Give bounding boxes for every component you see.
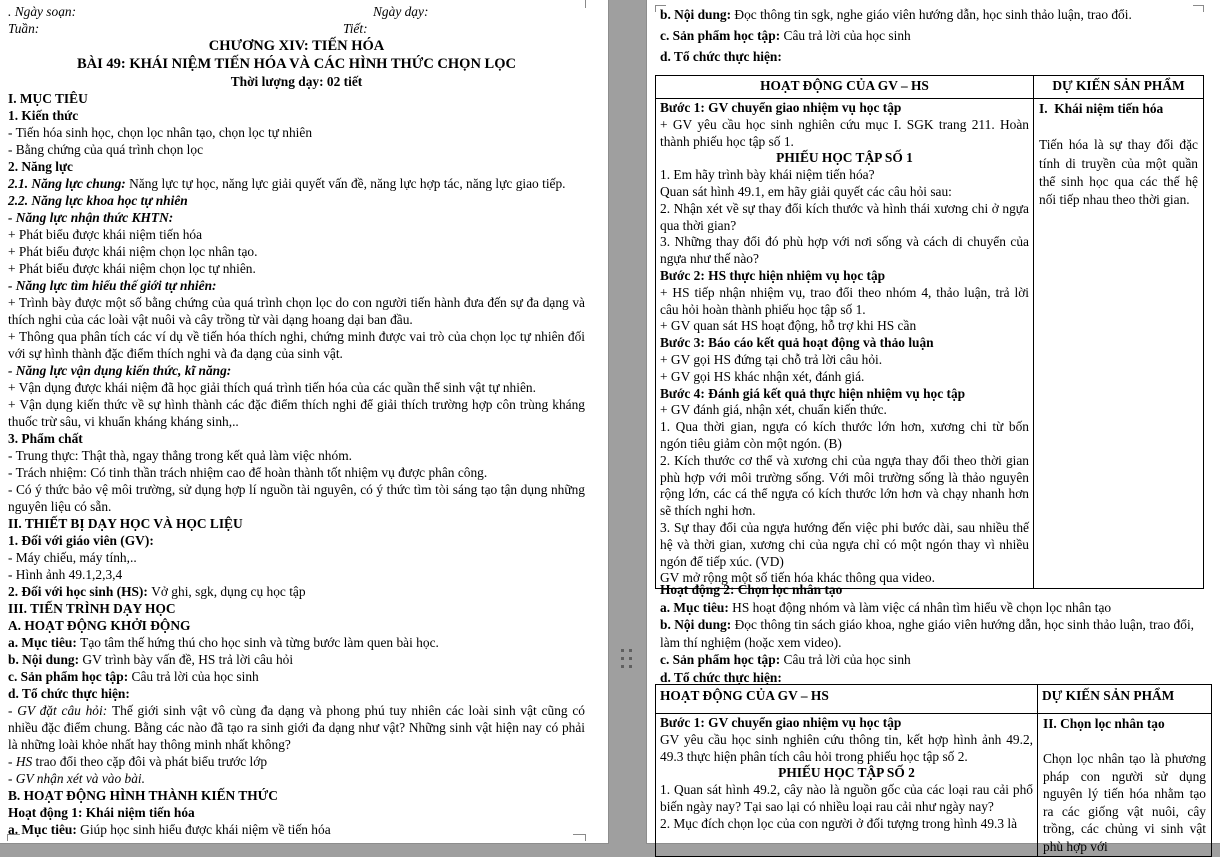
document-line: Bước 1: GV chuyển giao nhiệm vụ học tập	[660, 100, 902, 115]
document-line: 3. Phẩm chất	[8, 431, 83, 446]
document-line: b. Nội dung: Đọc thông tin sách giáo khoa, nghe giáo viên hướng dẫn, học sinh thảo luận, trao đổi, làm thí nghiệm (hoặc xem video).	[660, 617, 1195, 650]
table2-header-du-kien-san-pham: DỰ KIẾN SẢN PHẨM	[1038, 685, 1212, 714]
document-line: Thời lượng dạy: 02 tiết	[230, 74, 363, 89]
document-line: Bước 3: Báo cáo kết quả hoạt động và thảo luận	[660, 335, 934, 351]
document-line: - Năng lực nhận thức KHTN:	[8, 210, 174, 225]
table1-cell-gv-hs-activities	[656, 99, 1034, 589]
document-line: . Ngày soạn: Ngày dạy:	[8, 4, 429, 19]
document-line: d. Tổ chức thực hiện:	[8, 686, 130, 701]
document-line: GV yêu cầu học sinh nghiên cứu thông tin, kết hợp hình ảnh 49.2, 49.3 thực hiện phân tích câu hỏi trong phiếu học tập số 2.	[660, 731, 1033, 764]
page2-intro-text	[660, 4, 1200, 67]
document-line: d. Tổ chức thực hiện:	[660, 49, 782, 64]
table2-header-row	[656, 685, 1212, 714]
document-line: PHIẾU HỌC TẬP SỐ 1	[776, 150, 913, 166]
table1-cell-expected-products	[1034, 99, 1204, 589]
document-line: - Trung thực: Thật thà, ngay thẳng trong kết quả làm việc nhóm.	[8, 448, 352, 463]
document-line: c. Sản phẩm học tập: Câu trả lời của học sinh	[8, 669, 259, 684]
document-line: 2. Đối với học sinh (HS): Vở ghi, sgk, dụng cụ học tập	[8, 584, 306, 599]
document-line: Bước 4: Đánh giá kết quả thực hiện nhiệm vụ học tập	[660, 385, 966, 401]
document-line: BÀI 49: KHÁI NIỆM TIẾN HÓA VÀ CÁC HÌNH THỨC CHỌN LỌC	[77, 56, 516, 72]
document-line: - Máy chiếu, máy tính,..	[8, 550, 137, 565]
document-line: + GV đánh giá, nhận xét, chuẩn kiến thức.	[660, 402, 887, 418]
document-line: Quan sát hình 49.1, em hãy giải quyết các câu hỏi sau:	[660, 183, 952, 199]
table1-body-row	[656, 99, 1204, 589]
document-line: PHIẾU HỌC TẬP SỐ 2	[778, 765, 915, 781]
document-line: + Phát biểu được khái niệm chọn lọc nhân tạo.	[8, 244, 258, 259]
document-line: 3. Sự thay đổi của ngựa hướng đến việc phi bước dài, sau nhiều thế hệ và thời gian, xương chi của ngựa chỉ có một ngón thay vì nhiều ngón để tiếp xúc. (VD)	[660, 519, 1029, 569]
document-line: II. Chọn lọc nhân tạo	[1043, 716, 1165, 731]
document-line: c. Sản phẩm học tập: Câu trả lời của học sinh	[660, 652, 911, 667]
document-line: b. Nội dung: Đọc thông tin sgk, nghe giáo viên hướng dẫn, học sinh thảo luận, trao đổi.	[660, 7, 1132, 22]
table2-cell-expected-products	[1038, 714, 1212, 857]
document-line: + Trình bày được một số bằng chứng của quá trình chọn lọc do con người tiến hành đưa đến sự đa dạng và thích nghi của các loài vật nuôi và cây trồng từ vài dạng hoang dại ban đầu.	[8, 295, 585, 327]
document-page-1[interactable]	[0, 0, 608, 843]
page-gap-drag-handle-icon[interactable]	[621, 649, 635, 669]
text-boundary-mark	[573, 834, 586, 841]
document-line: 1. Qua thời gian, ngựa có kích thước lớn hơn, xương chi từ bốn ngón tiêu giảm còn một ngón. (B)	[660, 419, 1029, 451]
document-line	[1043, 733, 1206, 751]
document-line	[1039, 118, 1198, 136]
document-line: - Tiến hóa sinh học, chọn lọc nhân tạo, chọn lọc tự nhiên	[8, 125, 313, 140]
document-line: 2. Năng lực	[8, 159, 73, 174]
document-line: + GV gọi HS đứng tại chỗ trả lời câu hỏi.	[660, 351, 883, 367]
page1-text-area	[8, 3, 585, 838]
document-line: 1. Kiến thức	[8, 108, 79, 123]
document-line: a. Mục tiêu: Giúp học sinh hiểu được khái niệm về tiến hóa	[8, 822, 331, 837]
document-line: 1. Quan sát hình 49.2, cây nào là nguồn gốc của các loại rau cải phổ biến ngày nay? Tại sao lại có nhiều loại rau cải như ngày nay?	[660, 782, 1033, 814]
document-line: + HS tiếp nhận nhiệm vụ, trao đổi theo nhóm 4, thảo luận, trả lời câu hỏi hoàn thành phiếu học tập số 1.	[660, 284, 1029, 317]
document-line: Tuần: Tiết:	[8, 21, 368, 36]
table2-body-row	[656, 714, 1212, 857]
document-line: + GV yêu cầu học sinh nghiên cứu mục I. SGK trang 211. Hoàn thành phiếu học tập số 1.	[660, 116, 1029, 149]
document-line: I. MỤC TIÊU	[8, 91, 88, 106]
document-line: Hoạt động 2: Chọn lọc nhân tạo	[660, 582, 843, 597]
document-line: I. Khái niệm tiến hóa	[1039, 101, 1164, 116]
document-line: c. Sản phẩm học tập: Câu trả lời của học sinh	[660, 28, 911, 43]
page2-activity2-intro-text	[660, 581, 1194, 686]
document-line: 2.1. Năng lực chung: Năng lực tự học, năng lực giải quyết vấn đề, năng lực hợp tác, năng lực giao tiếp.	[8, 176, 566, 191]
document-line: 1. Em hãy trình bày khái niệm tiến hóa?	[660, 167, 875, 183]
document-line: Tiến hóa là sự thay đổi đặc tính di truyền của một quần thể sinh học qua các thế hệ nối tiếp nhau theo thời gian.	[1039, 137, 1198, 208]
table1-header-row	[656, 76, 1204, 99]
document-line: Bước 1: GV chuyển giao nhiệm vụ học tập	[660, 715, 902, 730]
document-line: + GV quan sát HS hoạt động, hỗ trợ khi HS cần	[660, 318, 917, 334]
document-line: CHƯƠNG XIV: TIẾN HÓA	[208, 38, 385, 54]
document-line: III. TIẾN TRÌNH DẠY HỌC	[8, 601, 176, 616]
document-line: B. HOẠT ĐỘNG HÌNH THÀNH KIẾN THỨC	[8, 788, 278, 803]
document-line: d. Tổ chức thực hiện:	[660, 669, 782, 685]
document-line: Hoạt động 1: Khái niệm tiến hóa	[8, 805, 195, 820]
document-line: II. THIẾT BỊ DẠY HỌC VÀ HỌC LIỆU	[8, 516, 243, 531]
document-line: 3. Những thay đổi đó phù hợp với nơi sống và cách di chuyển của ngựa như thế nào?	[660, 234, 1029, 267]
document-line: 2. Mục đích chọn lọc của con người ở đối tượng trong hình 49.3 là	[660, 815, 1018, 831]
document-line: 2.2. Năng lực khoa học tự nhiên	[8, 193, 188, 208]
document-line: + Vận dụng được khái niệm đã học giải thích quá trình tiến hóa của các quần thể sinh vật tự nhiên.	[8, 380, 536, 395]
document-line: + Thông qua phân tích các ví dụ về tiến hóa thích nghi, chứng minh được vai trò của chọn lọc tự nhiên đối với sự hình thành đặc điểm thích nghi và đa dạng của sinh vật.	[8, 329, 585, 361]
document-line: Bước 2: HS thực hiện nhiệm vụ học tập	[660, 267, 886, 283]
document-line: + Phát biểu được khái niệm chọn lọc tự nhiên.	[8, 261, 256, 276]
document-line: - GV đặt câu hỏi: Thế giới sinh vật vô cùng đa dạng và phong phú tuy nhiên các loài sinh vật cũng có nhiều đặc điểm chung. Bằng các nào đã tạo ra sinh giới đa dạng như vật? Những sinh vật hiện nay có phải là những loài khỏe nhất hay thông minh nhất không?	[8, 703, 585, 752]
document-line: 2. Nhận xét về sự thay đổi kích thước và hình thái xương chi ở ngựa qua thời gian?	[660, 200, 1029, 233]
document-line: Chọn lọc nhân tạo là phương pháp con người sử dụng nguyên lý tiến hóa nhằm tạo ra các giống vật nuôi, cây trồng, các chủng vi sinh vật phù hợp với	[1043, 751, 1206, 854]
document-line: + Vận dụng kiến thức về sự hình thành các đặc điểm thích nghi để giải thích trường hợp côn trùng kháng thuốc trừ sâu, vi khuẩn kháng kháng sinh,..	[8, 397, 585, 429]
text-boundary-mark	[7, 834, 20, 841]
document-line: - Có ý thức bảo vệ môi trường, sử dụng hợp lí nguồn tài nguyên, có ý thức tìm tòi sáng tạo tận dụng những nguyên liệu có sẵn.	[8, 482, 585, 514]
text-boundary-mark	[585, 0, 586, 8]
document-line: 1. Đối với giáo viên (GV):	[8, 533, 154, 548]
document-line: GV mở rộng một số tiến hóa khác thông qua video.	[660, 570, 935, 586]
table1-header-gv-hs: HOẠT ĐỘNG CỦA GV – HS	[656, 76, 1034, 99]
document-line: + GV gọi HS khác nhận xét, đánh giá.	[660, 368, 865, 384]
document-line: a. Mục tiêu: Tạo tâm thế hứng thú cho học sinh và từng bước làm quen bài học.	[8, 635, 439, 650]
document-line: - GV nhận xét và vào bài.	[8, 771, 145, 786]
document-line: + Phát biểu được khái niệm tiến hóa	[8, 227, 203, 242]
document-line: b. Nội dung: GV trình bày vấn đề, HS trả lời câu hỏi	[8, 652, 294, 667]
activity-table-1	[655, 75, 1204, 589]
document-line: 2. Kích thước cơ thể và xương chi của ngựa thay đổi theo thời gian phù hợp với môi trường sống. Với môi trường sống là thảo nguyên rộng lớn, các cá thể ngựa có kích thước lớn hơn và chạy nhanh hơn sẽ thích nghi hơn.	[660, 452, 1029, 519]
document-line: - HS trao đổi theo cặp đôi và phát biểu trước lớp	[8, 754, 268, 769]
table2-header-gv-hs: HOẠT ĐỘNG CỦA GV – HS	[656, 685, 1038, 714]
document-line: - Hình ảnh 49.1,2,3,4	[8, 567, 123, 582]
document-page-2[interactable]	[647, 0, 1220, 854]
document-line: A. HOẠT ĐỘNG KHỞI ĐỘNG	[8, 618, 191, 633]
activity-table-2	[655, 684, 1212, 857]
table2-cell-gv-hs-activities	[656, 714, 1038, 857]
document-line: a. Mục tiêu: HS hoạt động nhóm và làm việc cá nhân tìm hiểu về chọn lọc nhân tạo	[660, 599, 1112, 615]
document-line: - Bằng chứng của quá trình chọn lọc	[8, 142, 204, 157]
document-line: - Năng lực vận dụng kiến thức, kĩ năng:	[8, 363, 232, 378]
table1-header-du-kien-san-pham: DỰ KIẾN SẢN PHẨM	[1034, 76, 1204, 99]
document-line: - Năng lực tìm hiểu thế giới tự nhiên:	[8, 278, 217, 293]
document-line: - Trách nhiệm: Có tinh thần trách nhiệm cao để hoàn thành tốt nhiệm vụ được phân công.	[8, 465, 488, 480]
